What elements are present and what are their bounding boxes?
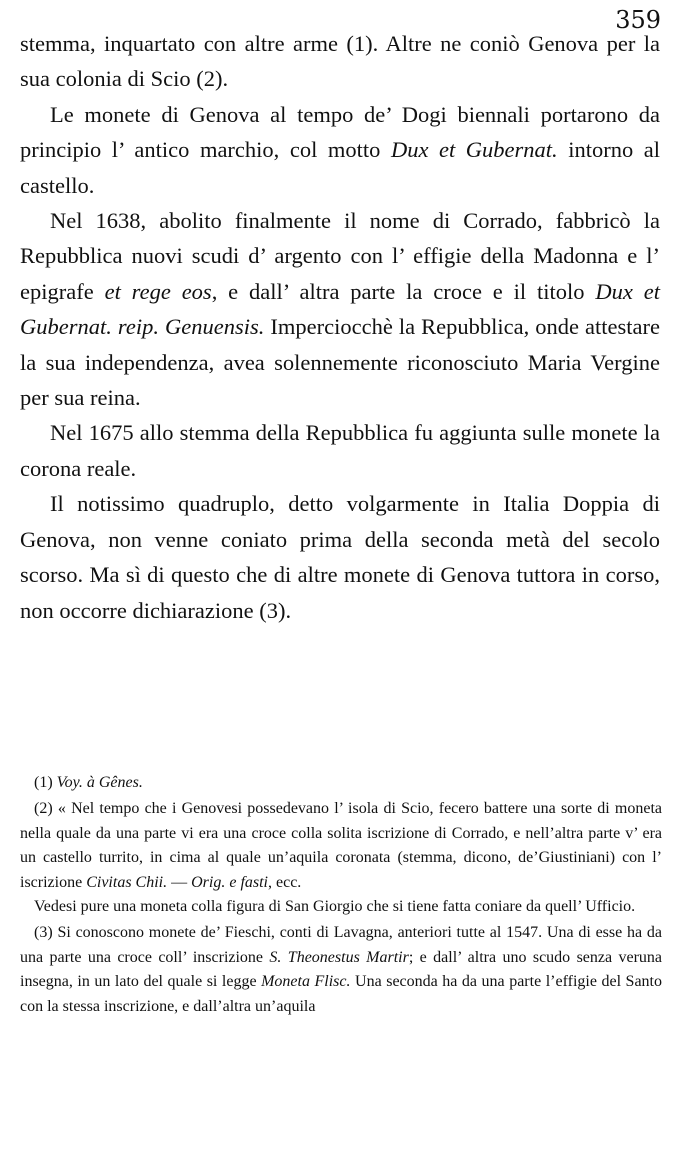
italic-text: Dux et Gubernat. reip. Genuensis. bbox=[20, 278, 660, 340]
italic-text: Voy. à Gênes. bbox=[56, 774, 143, 791]
footnote: (2) « Nel tempo che i Genovesi possedevano l’ isola di Scio, fecero battere una sorte di moneta nella quale da una parte vi era una croce colla solita iscrizione di Corrado, e nell’altra parte v’ era un castello turrito, in cima al quale un’aquila coronata (stemma, dicono, de’Giustiniani) con l’ iscrizione Civitas Chii. — Orig. e fasti, ecc. bbox=[20, 800, 662, 891]
italic-text: Civitas Chii. bbox=[86, 873, 168, 891]
paragraph: Le monete di Genova al tempo de’ Dogi biennali portarono da principio l’ antico marchio, col motto Dux et Gubernat. intorno al castello. bbox=[20, 101, 660, 198]
italic-text: Moneta Flisc. bbox=[261, 973, 351, 991]
italic-text: S. Theonestus Martir bbox=[269, 948, 409, 966]
footnote: (3) Si conoscono monete de’ Fieschi, conti di Lavagna, anteriori tutte al 1547. Una di esse ha da una parte una croce coll’ inscrizione S. Theonestus Martir; e dall’ altra uno scudo senza veruna insegna, in un lato del quale si legge Moneta Flisc. Una seconda ha da una parte l’effigie del Santo con la stessa inscrizione, e dall’altra un’aquila bbox=[20, 924, 663, 1015]
paragraph: Il notissimo quadruplo, detto volgarmente in Italia Doppia di Genova, non venne coniato prima della seconda metà del secolo scorso. Ma sì di questo che di altre monete di Genova tuttora in corso, non occorre dichiarazione (3). bbox=[20, 491, 660, 623]
footnotes bbox=[20, 771, 662, 1019]
italic-text: Orig. e fasti bbox=[191, 873, 268, 891]
italic-text: et rege eos bbox=[104, 278, 212, 304]
paragraph: stemma, inquartato con altre arme (1). Altre ne coniò Genova per la sua colonia di Scio (2). bbox=[20, 31, 660, 92]
paragraph: Nel 1638, abolito finalmente il nome di Corrado, fabbricò la Repubblica nuovi scudi d’ argento con l’ effigie della Madonna e l’ epigrafe et rege eos, e dall’ altra parte la croce e il titolo Dux et Gubernat. reip. Genuensis. Imperciocchè la Repubblica, onde attestare la sua independenza, avea solennemente riconosciuto Maria Vergine per sua reina. bbox=[20, 208, 660, 411]
main-text bbox=[20, 26, 660, 628]
page-number: 359 bbox=[615, 6, 661, 34]
paragraph: Nel 1675 allo stemma della Repubblica fu aggiunta sulle monete la corona reale. bbox=[20, 420, 660, 481]
footnote: Vedesi pure una moneta colla figura di San Giorgio che si tiene fatta coniare da quell’ Ufficio. bbox=[34, 898, 636, 916]
footnote: (1) Voy. à Gênes. bbox=[34, 774, 143, 791]
italic-text: Dux et Gubernat. bbox=[390, 137, 558, 163]
